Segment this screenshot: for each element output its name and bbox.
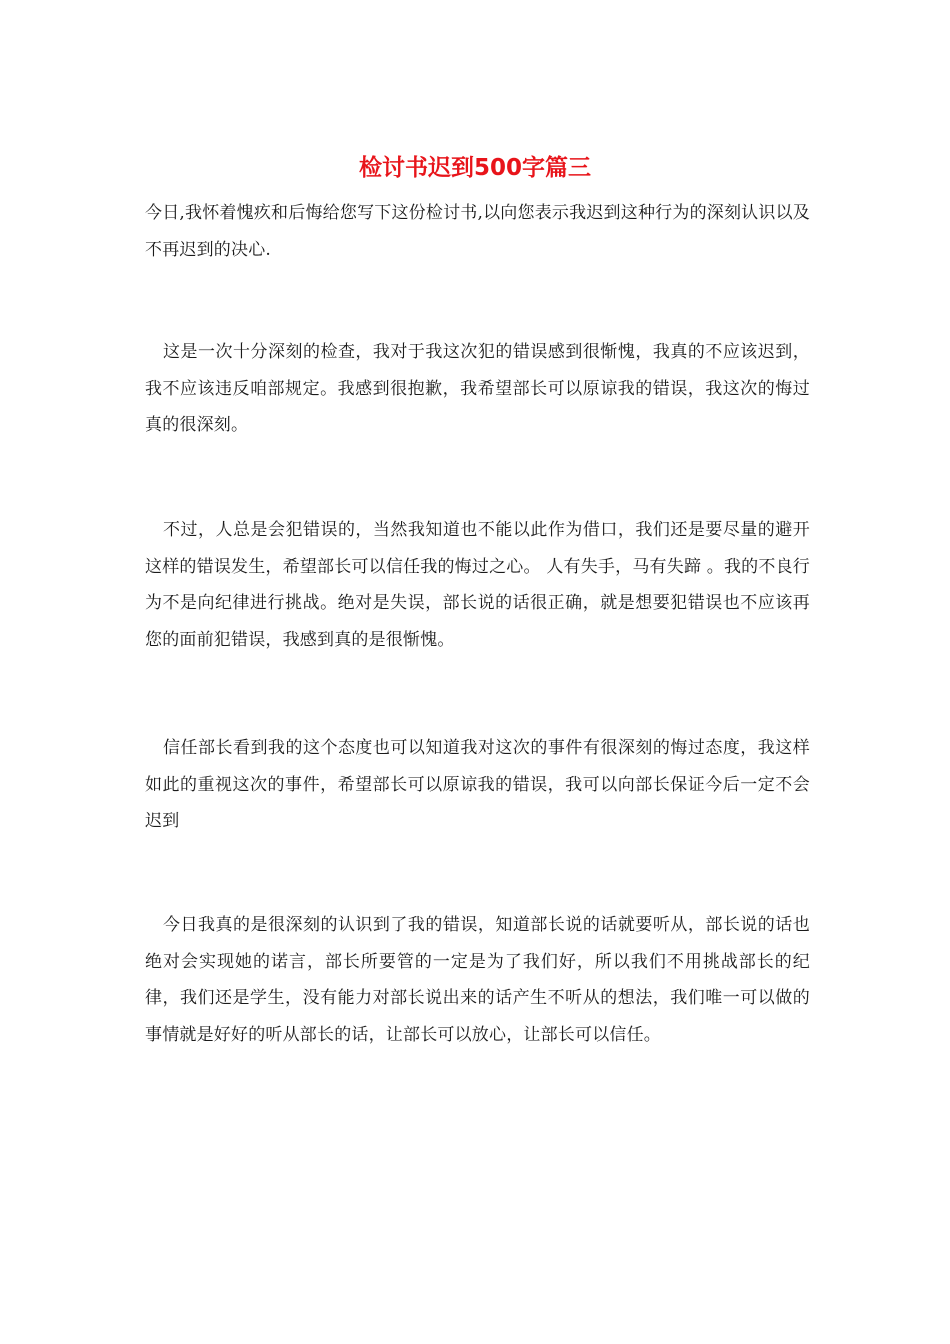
document-title: 检讨书迟到500字篇三 — [358, 155, 591, 181]
paragraph-intro: 今日,我怀着愧疚和后悔给您写下这份检讨书,以向您表示我迟到这种行为的深刻认识以及不再迟到的决心. — [145, 203, 810, 260]
paragraph-promise: 信任部长看到我的这个态度也可以知道我对这次的事件有很深刻的悔过态度，我这样如此的重视这次的事件，希望部长可以原谅我的错误，我可以向部长保证今后一定不会迟到 — [145, 738, 810, 831]
paragraph-conclusion: 今日我真的是很深刻的认识到了我的错误，知道部长说的话就要听从，部长说的话也绝对会实现她的诺言，部长所要管的一定是为了我们好，所以我们不用挑战部长的纪律，我们还是学生，没有能力对部长说出来的话产生不听从的想法，我们唯一可以做的事情就是好好的听从部长的话，让部长可以放心，让部长可以信任。 — [145, 915, 810, 1045]
paragraph-reflection: 不过，人总是会犯错误的，当然我知道也不能以此作为借口，我们还是要尽量的避开这样的错误发生，希望部长可以信任我的悔过之心。 人有失手，马有失蹄 。我的不良行为不是向纪律进行挑战。绝对是失误，部长说的话很正确，就是想要犯错误也不应该再您的面前犯错误，我感到真的是很惭愧。 — [145, 520, 810, 650]
paragraph-apology: 这是一次十分深刻的检查，我对于我这次犯的错误感到很惭愧，我真的不应该迟到，我不应该违反咱部规定。我感到很抱歉，我希望部长可以原谅我的错误，我这次的悔过真的很深刻。 — [145, 342, 810, 435]
